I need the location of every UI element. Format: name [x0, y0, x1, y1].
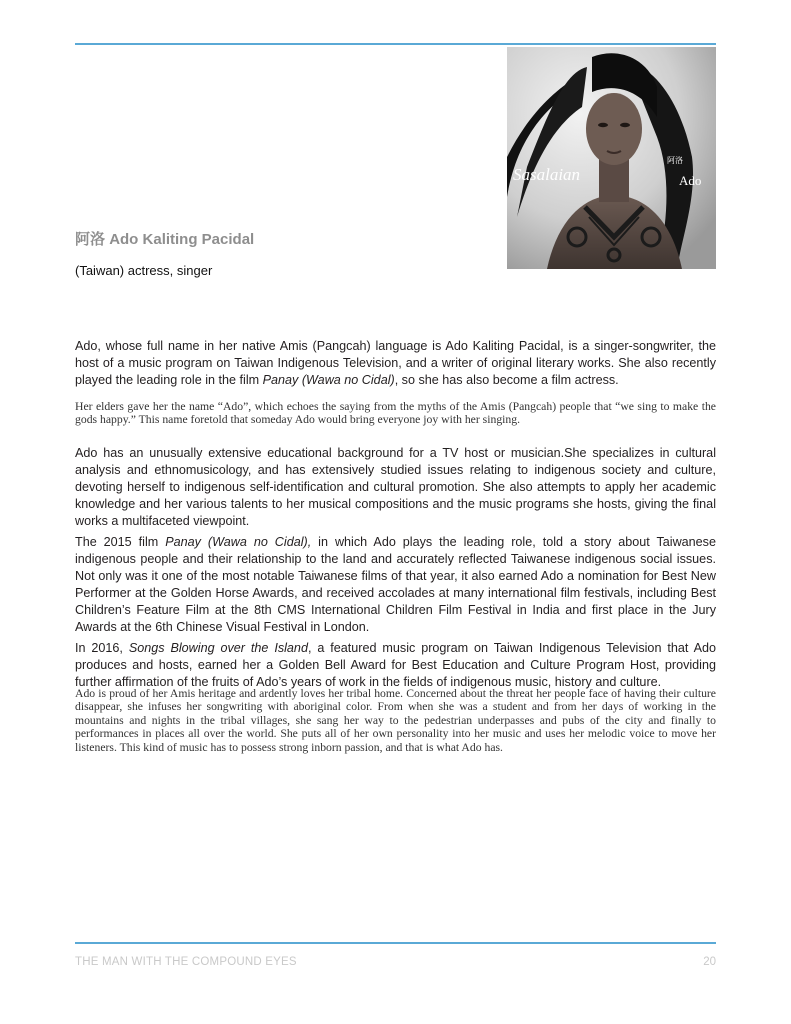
paragraph-text: Ado, whose full name in her native Amis (Pangcah) language is Ado Kaliting Pacidal, is a singer-songwriter, the host of a music program on Taiwan Indigenous Television, and a writer of original literary works. She also recently played the leading role in the film [75, 339, 716, 387]
paragraph-award [75, 640, 716, 691]
person-role: (Taiwan) actress, singer [75, 263, 213, 278]
person-name-cn: 阿洛 [75, 231, 106, 248]
footer-title: THE MAN WITH THE COMPOUND EYES [75, 956, 297, 968]
paragraph-text: The 2015 film [75, 535, 166, 549]
paragraph-text: in which Ado plays the leading role, told a story about Taiwanese indigenous people and their relationship to the land and accurately reflected Taiwanese indigenous social issues. Not only was it one of the most notable Taiwanese films of that year, it also earned Ado a nomination for Best New Performer at the Golden Horse Awards, and received accolades at many international film festivals, including Best Children’s Feature Film at the 8th CMS International Children Film Festival in India and first place in the Jury Awards at the 6th Chinese Visual Festival in London. [75, 535, 716, 634]
paragraph-text: , so she has also become a film actress. [394, 372, 619, 387]
paragraph-text: , a featured music program on Taiwan Indigenous Television that Ado produces and hosts, earned her a Golden Bell Award for Best Education and Culture Program Host, providing further affirmation of the fruits of Ado’s years of work in the fields of indigenous music, history and culture. [75, 641, 716, 689]
cover-title: Sasalaian [513, 165, 581, 184]
person-name-latin: Ado Kaliting Pacidal [109, 231, 255, 248]
header-rule [75, 43, 716, 45]
program-title: Songs Blowing over the Island [128, 641, 308, 655]
portrait-photo [507, 47, 716, 269]
film-title: Panay (Wawa no Cidal) [262, 372, 395, 387]
paragraph-education: Ado has an unusually extensive educational background for a TV host or musician.She specializes in cultural analysis and ethnomusicology, and has extensively studied issues relating to indigenous society and culture, devoting herself to indigenous self-identification and cultural promotion. She also attempts to apply her academic knowledge and her various talents to her musical compositions and the music programs she hosts, giving the final works a multifaceted viewpoint. [75, 446, 716, 528]
page-number: 20 [703, 956, 716, 968]
film-title: Panay (Wawa no Cidal), [165, 535, 312, 549]
paragraph-film [75, 534, 716, 635]
person-name [75, 228, 254, 249]
paragraph-heritage: Ado is proud of her Amis heritage and ardently loves her tribal home. Concerned about the threat her people face of having their culture disappear, she infuses her songwriting with aboriginal color. From when she was a student and from her days of working in the mountains and nights in the tribal villages, she sang her way to the pedestrian underpasses and pubs of the city and finally to performances in places all over the world. She puts all of her own personality into her music and uses her melodic voice to move her listeners. This kind of music has to possess strong inborn passion, and that is what Ado has. [75, 687, 716, 754]
cover-artist: Ado [679, 173, 702, 188]
paragraph-name-origin: Her elders gave her the name “Ado”, which echoes the saying from the myths of the Amis (Pangcah) people that “we sing to make the gods happy.” This name foretold that someday Ado would bring everyone joy with her singing. [75, 400, 716, 427]
paragraph-text: In 2016, [75, 641, 129, 655]
footer-rule [75, 942, 716, 944]
paragraph-intro [75, 338, 716, 389]
cover-artist-cn: 阿洛 [667, 156, 683, 165]
